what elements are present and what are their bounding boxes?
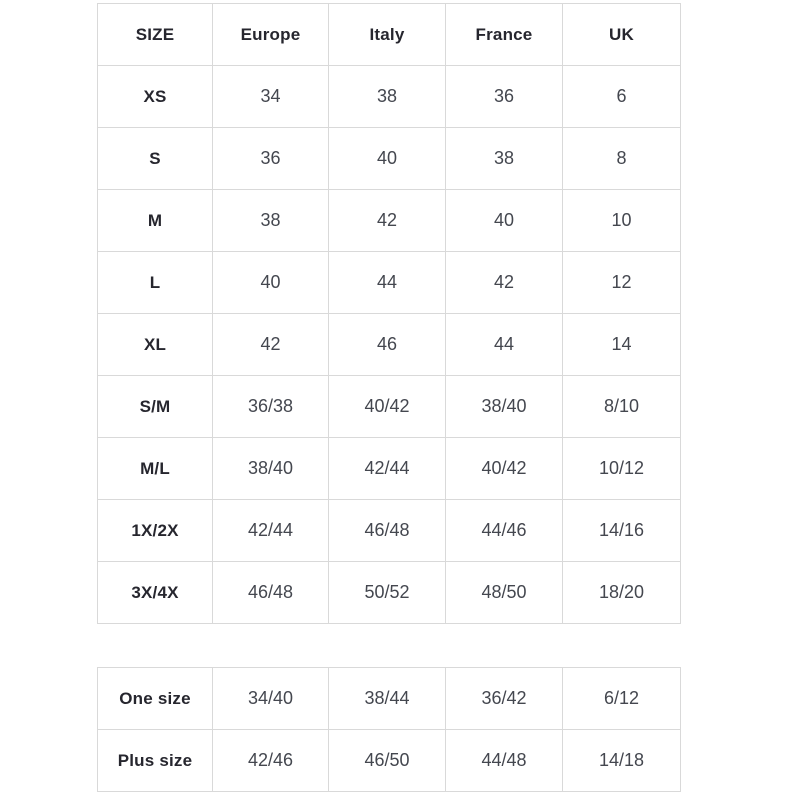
value-cell: 44 [446,314,563,376]
value-cell: 42 [446,252,563,314]
value-cell: 6/12 [563,668,681,730]
size-label-cell: M/L [98,438,213,500]
size-label-cell: 3X/4X [98,562,213,624]
value-cell: 14/18 [563,730,681,792]
size-conversion-table [97,3,681,624]
value-cell: 6 [563,66,681,128]
table-row-xl [98,314,681,376]
table-row-sm [98,376,681,438]
value-cell: 46/50 [329,730,446,792]
table-row-xs [98,66,681,128]
column-header-italy: Italy [329,4,446,66]
value-cell: 38/44 [329,668,446,730]
value-cell: 50/52 [329,562,446,624]
value-cell: 36/42 [446,668,563,730]
header-row [98,4,681,66]
value-cell: 46 [329,314,446,376]
value-cell: 46/48 [329,500,446,562]
value-cell: 36 [446,66,563,128]
value-cell: 46/48 [213,562,329,624]
table-row-m [98,190,681,252]
table-row-1x2x [98,500,681,562]
size-label-cell: S [98,128,213,190]
value-cell: 40/42 [329,376,446,438]
value-cell: 42 [329,190,446,252]
value-cell: 34/40 [213,668,329,730]
column-header-europe: Europe [213,4,329,66]
table-row-one-size [98,668,681,730]
extra-sizes-table [97,667,681,792]
value-cell: 18/20 [563,562,681,624]
size-label-cell: Plus size [98,730,213,792]
value-cell: 8 [563,128,681,190]
value-cell: 44/48 [446,730,563,792]
column-header-france: France [446,4,563,66]
value-cell: 40 [329,128,446,190]
table-row-3x4x [98,562,681,624]
table-row-l [98,252,681,314]
value-cell: 12 [563,252,681,314]
value-cell: 36 [213,128,329,190]
value-cell: 38 [213,190,329,252]
size-label-cell: S/M [98,376,213,438]
value-cell: 38/40 [213,438,329,500]
column-header-size: SIZE [98,4,213,66]
size-label-cell: XS [98,66,213,128]
value-cell: 14/16 [563,500,681,562]
value-cell: 34 [213,66,329,128]
value-cell: 40 [446,190,563,252]
size-label-cell: XL [98,314,213,376]
value-cell: 36/38 [213,376,329,438]
value-cell: 42 [213,314,329,376]
value-cell: 44/46 [446,500,563,562]
value-cell: 42/44 [213,500,329,562]
value-cell: 10 [563,190,681,252]
size-label-cell: L [98,252,213,314]
column-header-uk: UK [563,4,681,66]
value-cell: 8/10 [563,376,681,438]
value-cell: 14 [563,314,681,376]
size-label-cell: One size [98,668,213,730]
value-cell: 10/12 [563,438,681,500]
value-cell: 38 [329,66,446,128]
value-cell: 38 [446,128,563,190]
size-label-cell: M [98,190,213,252]
value-cell: 44 [329,252,446,314]
table-row-plus-size [98,730,681,792]
value-cell: 38/40 [446,376,563,438]
value-cell: 48/50 [446,562,563,624]
table-row-ml [98,438,681,500]
value-cell: 40 [213,252,329,314]
value-cell: 42/46 [213,730,329,792]
table-row-s [98,128,681,190]
value-cell: 42/44 [329,438,446,500]
value-cell: 40/42 [446,438,563,500]
size-label-cell: 1X/2X [98,500,213,562]
